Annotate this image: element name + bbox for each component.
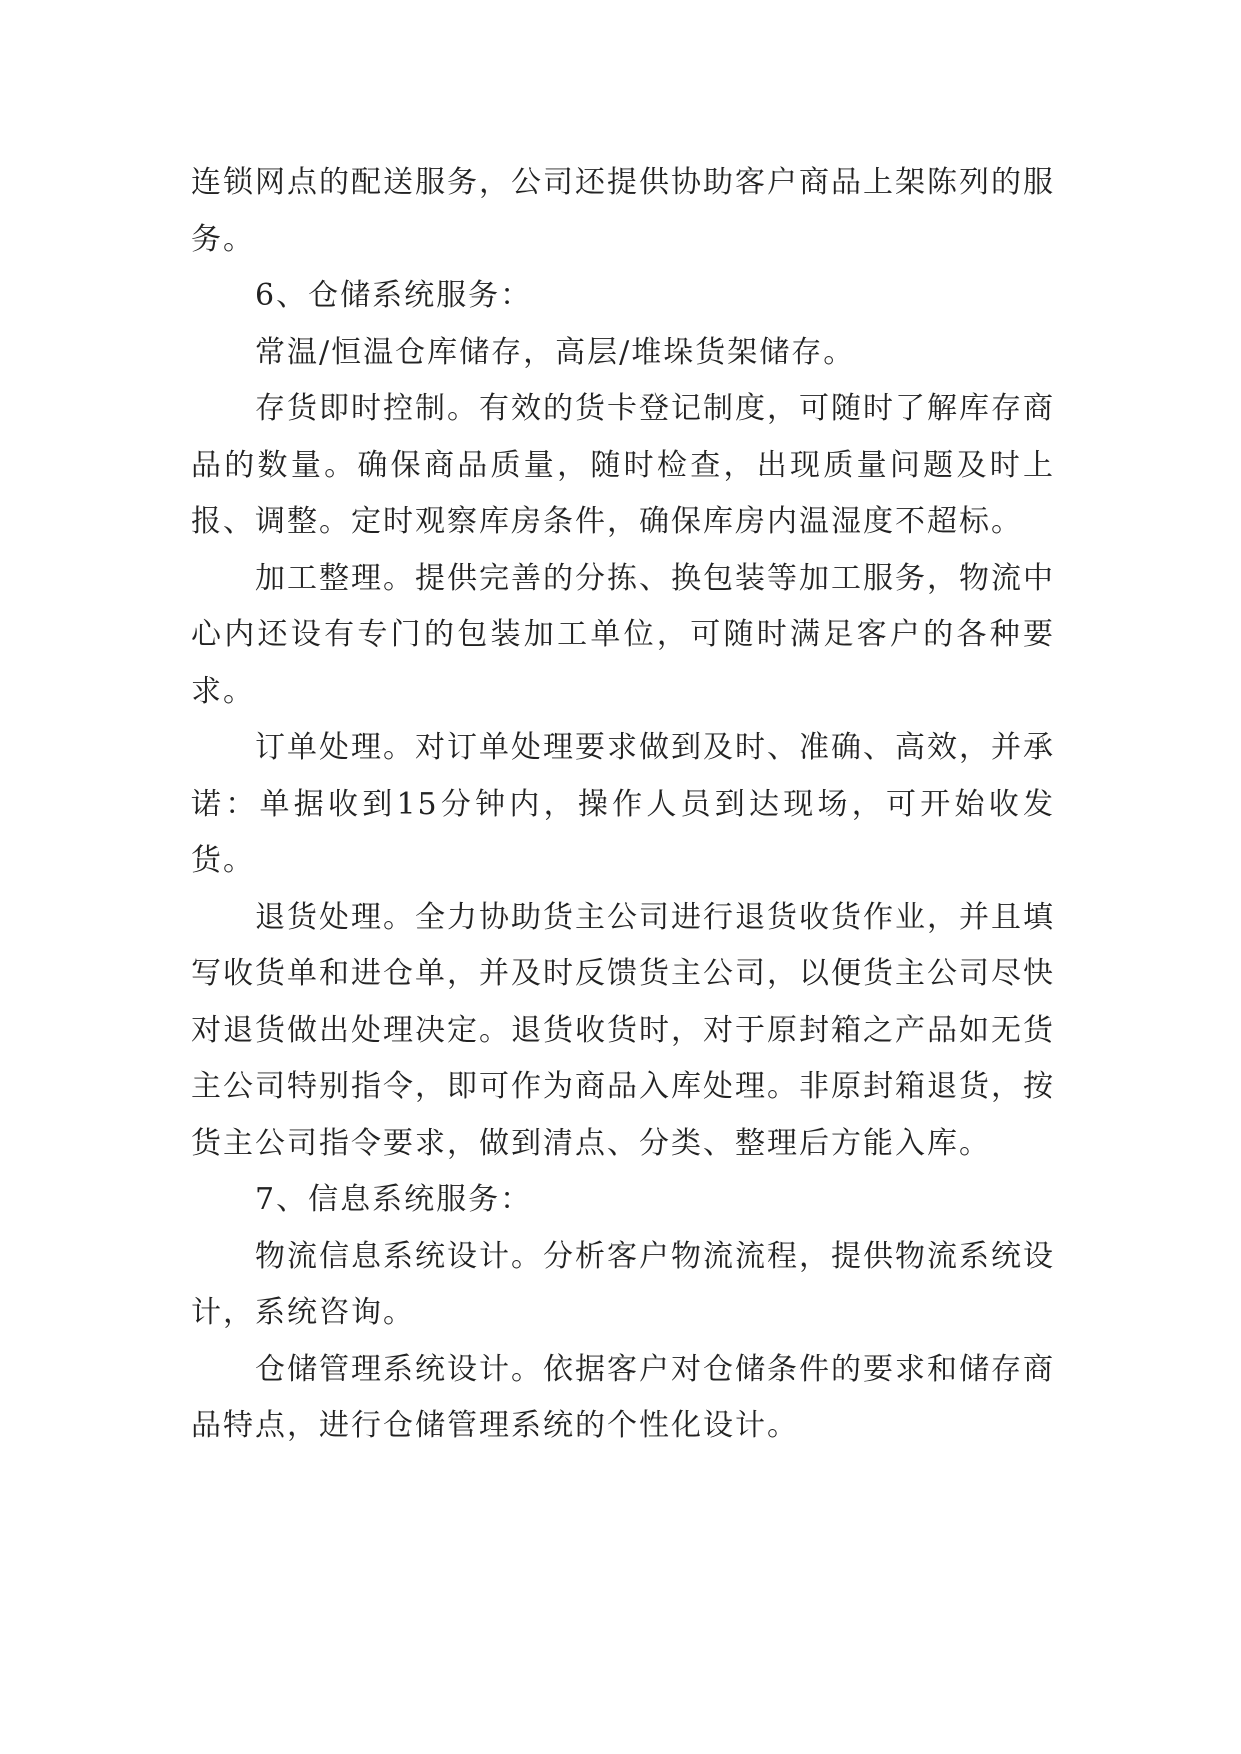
paragraph-returns: 退货处理。全力协助货主公司进行退货收货作业，并且填写收货单和进仓单，并及时反馈货主公司，以便货主公司尽快对退货做出处理决定。退货收货时，对于原封箱之产品如无货主公司特别指令，即可作为商品入库处理。非原封箱退货，按货主公司指令要求，做到清点、分类、整理后方能入库。 bbox=[191, 899, 1055, 1161]
paragraph-storage-types: 常温/恒温仓库储存，高层/堆垛货架储存。 bbox=[255, 334, 856, 370]
section-heading-6: 6、仓储系统服务： bbox=[255, 278, 533, 313]
paragraph-1: 连锁网点的配送服务，公司还提供协助客户商品上架陈列的服务。 bbox=[191, 165, 1055, 257]
document-body bbox=[191, 155, 1055, 1455]
paragraph-logistics-info-system: 物流信息系统设计。分析客户物流流程，提供物流系统设计，系统咨询。 bbox=[191, 1238, 1055, 1330]
paragraph-processing: 加工整理。提供完善的分拣、换包装等加工服务，物流中心内还设有专门的包装加工单位，可随时满足客户的各种要求。 bbox=[191, 560, 1055, 709]
section-heading-7: 7、信息系统服务： bbox=[255, 1182, 533, 1217]
paragraph-inventory-control: 存货即时控制。有效的货卡登记制度，可随时了解库存商品的数量。确保商品质量，随时检查，出现质量问题及时上报、调整。定时观察库房条件，确保库房内温湿度不超标。 bbox=[191, 391, 1055, 539]
paragraph-order-handling: 订单处理。对订单处理要求做到及时、准确、高效，并承诺：单据收到15分钟内，操作人员到达现场，可开始收发货。 bbox=[191, 730, 1055, 878]
paragraph-warehouse-management-system: 仓储管理系统设计。依据客户对仓储条件的要求和储存商品特点，进行仓储管理系统的个性化设计。 bbox=[191, 1351, 1055, 1443]
